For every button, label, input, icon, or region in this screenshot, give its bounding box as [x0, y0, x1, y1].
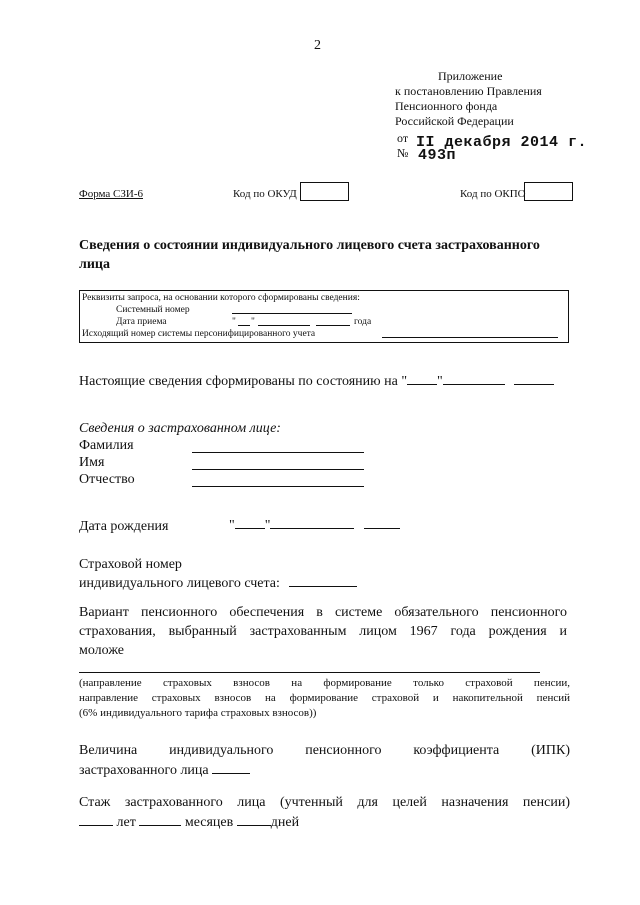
stazh-days-field[interactable] — [237, 813, 271, 826]
document-title — [79, 236, 540, 274]
header-line-2: к постановлению Правления — [395, 84, 542, 98]
insurance-number-field[interactable] — [289, 574, 357, 587]
okud-label: Код по ОКУД — [233, 188, 297, 200]
header-line-3: Пенсионного фонда — [395, 99, 498, 113]
state-line — [79, 372, 554, 390]
birth-quote-open: " — [229, 518, 235, 533]
number-value: 493п — [418, 147, 457, 164]
stazh-years-label: лет — [116, 815, 136, 830]
variant-line-3: моложе — [79, 643, 125, 658]
outgoing-number-field[interactable] — [382, 328, 558, 338]
patronymic-field[interactable] — [192, 474, 364, 487]
receive-day-field[interactable] — [238, 316, 250, 326]
state-day-field[interactable] — [407, 372, 437, 385]
ipk-field[interactable] — [212, 761, 250, 774]
birth-year-field[interactable] — [364, 516, 400, 529]
insurance-number-line-1: Страховой номер — [79, 557, 182, 572]
variant-line-1: Вариант пенсионного обеспечения в системе обязательного пенсионного — [79, 605, 567, 620]
okpo-label: Код по ОКПО — [460, 188, 526, 200]
stazh-line-1: Стаж застрахованного лица (учтенный для целей назначения пенсии) — [79, 795, 570, 810]
variant-line-2: страхования, выбранный застрахованным лицом 1967 года рождения и — [79, 624, 567, 639]
date-value: II декабря 2014 г. — [416, 134, 588, 151]
insurance-number-block — [79, 555, 357, 593]
receive-date-label: Дата приема — [116, 317, 167, 327]
state-quote-close: " — [437, 374, 443, 389]
date-prefix: от — [397, 131, 409, 145]
variant-field[interactable] — [79, 672, 540, 673]
surname-field[interactable] — [192, 440, 364, 453]
pension-variant — [79, 603, 567, 660]
ipk-line-1: Величина индивидуального пенсионного коэффициента (ИПК) — [79, 743, 570, 758]
birth-quote-close: " — [264, 518, 271, 533]
variant-note — [79, 676, 570, 721]
name-field[interactable] — [192, 457, 364, 470]
title-line-1: Сведения о состоянии индивидуального лицевого счета застрахованного — [79, 238, 540, 253]
insurance-number-line-2: индивидуального лицевого счета: — [79, 576, 280, 591]
receive-year-field[interactable] — [316, 316, 350, 326]
birth-date-label: Дата рождения — [79, 519, 169, 534]
request-details — [82, 292, 566, 340]
state-quote-open: " — [401, 374, 408, 389]
system-number-field[interactable] — [232, 304, 352, 314]
surname-label: Фамилия — [79, 438, 134, 453]
approval-header — [395, 69, 595, 129]
name-label: Имя — [79, 455, 105, 470]
system-number-label: Системный номер — [116, 305, 190, 315]
state-year-field[interactable] — [514, 372, 554, 385]
variant-note-line-1: (направление страховых взносов на формирование только страховой пенсии, — [79, 677, 570, 689]
okud-code-box[interactable] — [300, 182, 349, 201]
ipk-block — [79, 741, 570, 781]
stazh-months-label: месяцев — [184, 815, 234, 830]
variant-note-line-3: (6% индивидуального тарифа страховых взносов)) — [79, 707, 317, 719]
birth-month-field[interactable] — [270, 516, 354, 529]
form-label: Форма СЗИ-6 — [79, 188, 143, 200]
birth-date-fields — [229, 516, 400, 534]
stazh-block — [79, 793, 570, 833]
okpo-code-box[interactable] — [524, 182, 573, 201]
variant-note-line-2: направление страховых взносов на формирование страховой и накопительной пенсий — [79, 692, 570, 704]
receive-date-quote-open: " — [232, 317, 236, 327]
receive-month-field[interactable] — [258, 316, 310, 326]
ipk-line-2: застрахованного лица — [79, 763, 209, 778]
number-prefix: № — [397, 146, 409, 160]
stazh-months-field[interactable] — [139, 813, 181, 826]
insured-heading: Сведения о застрахованном лице: — [79, 421, 281, 436]
header-line-4: Российской Федерации — [395, 114, 514, 128]
header-line-1: Приложение — [438, 69, 503, 83]
outgoing-number-label: Исходящий номер системы персонифицированного учета — [82, 329, 316, 339]
birth-day-field[interactable] — [235, 516, 265, 529]
receive-year-word: года — [354, 317, 372, 327]
stazh-years-field[interactable] — [79, 813, 113, 826]
page-number: 2 — [314, 38, 321, 53]
state-month-field[interactable] — [443, 372, 505, 385]
title-line-2: лица — [79, 257, 110, 272]
request-heading: Реквизиты запроса, на основании которого сформированы сведения: — [82, 293, 360, 303]
stazh-days-label: дней — [270, 815, 300, 830]
state-line-text: Настоящие сведения сформированы по состоянию на — [79, 374, 398, 389]
patronymic-label: Отчество — [79, 472, 135, 487]
receive-date-quote-close: " — [251, 317, 255, 327]
